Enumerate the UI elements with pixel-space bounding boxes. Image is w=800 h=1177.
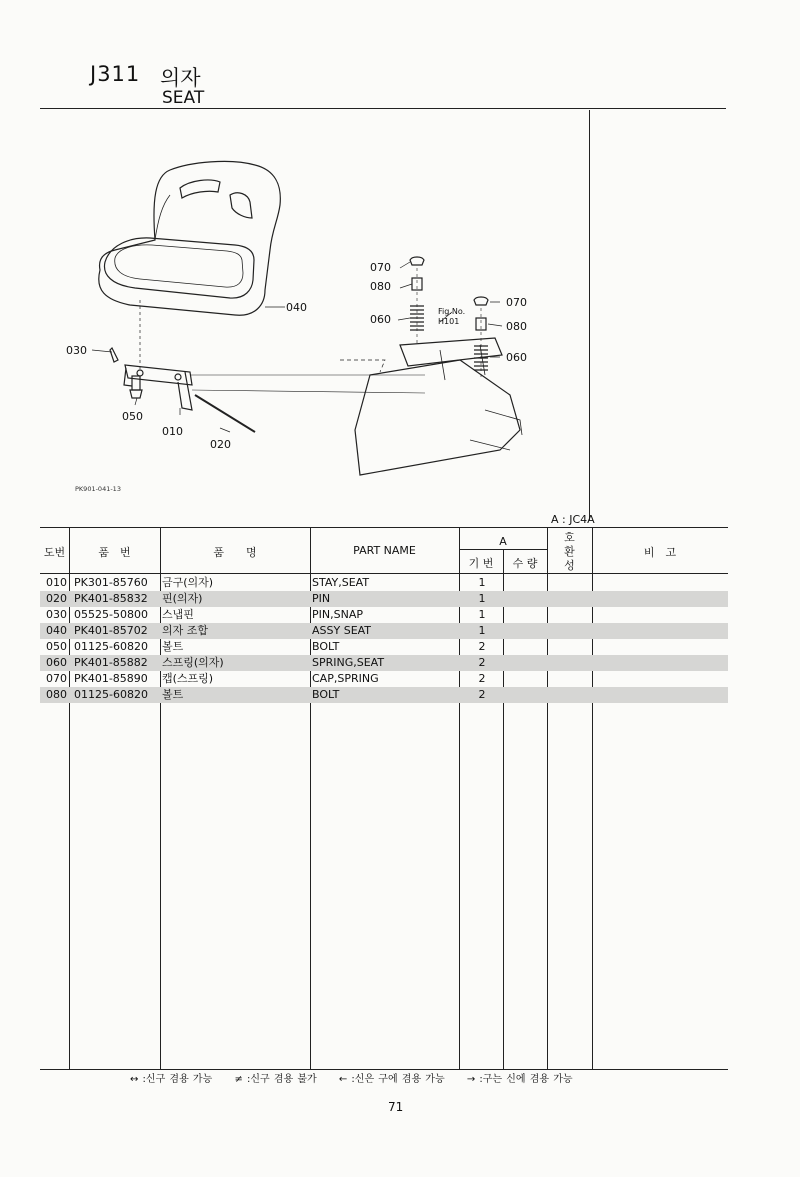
callout-060-left: 060 [370,313,391,326]
row-part-no: PK401-85832 [74,592,148,605]
callout-080-left: 080 [370,280,391,293]
page-title-korean: 의자 [160,66,201,90]
callout-050: 050 [122,410,143,423]
row-part-name: BOLT [312,640,340,653]
pin-illustration [195,395,255,432]
row-part-name: BOLT [312,688,340,701]
row-name-ko: 스냅핀 [162,608,194,621]
callout-040: 040 [286,301,307,314]
spring-stack-left [410,257,424,345]
table-row [40,623,728,639]
frame-illustration [340,338,522,475]
snap-pin-illustration [110,348,118,362]
header-part-no: 품 번 [98,546,131,559]
compatibility-legend [130,1070,591,1085]
row-qty: 2 [478,688,486,701]
header-qty: 수 량 [512,557,538,570]
legend-none: ≠ :신구 겸용 불가 [234,1074,317,1085]
row-part-name: PIN [312,592,331,605]
callout-080-right: 080 [506,320,527,333]
legend-old-to-new: → :구는 신에 겸용 가능 [466,1074,573,1085]
legend-both: ↔ :신구 겸용 가능 [130,1074,213,1085]
row-no: 060 [46,656,67,669]
row-part-name: ASSY SEAT [312,624,372,637]
table-top-rule [40,527,728,528]
legend-new-to-old: ← :신은 구에 겸용 가능 [338,1074,445,1085]
table-row [40,655,728,671]
header-no: 도번 [43,546,66,559]
page-number: 71 [388,1100,404,1114]
title-rule [40,108,726,109]
table-row [40,575,728,591]
row-no: 010 [46,576,67,589]
seat-illustration [99,161,281,315]
row-name-ko: 핀(의자) [162,592,203,605]
row-name-ko: 금구(의자) [162,576,214,589]
row-part-no: PK301-85760 [74,576,148,589]
table-row [40,591,728,607]
table-row [40,607,728,623]
fig-no-value: H101 [438,317,460,326]
exploded-parts-diagram [40,110,590,490]
row-part-name: SPRING,SEAT [312,656,385,669]
row-part-name: CAP,SPRING [312,672,379,685]
callout-020: 020 [210,438,231,451]
header-interchange-3: 성 [564,559,575,572]
callout-010: 010 [162,425,183,438]
header-group-a: A [499,535,507,548]
compat-header: A : JC4A [551,513,595,526]
row-qty: 1 [478,576,486,589]
header-part-name: PART NAME [353,544,416,557]
row-name-ko: 의자 조합 [162,624,209,637]
row-part-no: 05525-50800 [74,608,148,621]
row-no: 040 [46,624,67,637]
fig-no-label: Fig.No. [438,307,466,316]
callout-070-right: 070 [506,296,527,309]
header-interchange-1: 호 [564,531,575,544]
row-no: 020 [46,592,67,605]
row-part-no: PK401-85890 [74,672,148,685]
page-code: J311 [90,62,141,86]
row-no: 080 [46,688,67,701]
row-part-name: STAY,SEAT [312,576,370,589]
row-name-ko: 볼트 [162,640,184,653]
page-title-english: SEAT [162,88,205,108]
row-qty: 2 [478,640,486,653]
callout-070-left: 070 [370,261,391,274]
header-interchange-2: 환 [564,545,575,558]
row-name-ko: 캡(스프링) [162,672,214,685]
row-part-no: PK401-85702 [74,624,148,637]
row-qty: 1 [478,624,486,637]
table-row [40,671,728,687]
callout-060-right: 060 [506,351,527,364]
header-basic: 기 번 [468,557,494,570]
figure-reference: PK901-041-13 [75,485,121,493]
row-part-no: PK401-85882 [74,656,148,669]
row-qty: 1 [478,608,486,621]
row-part-no: 01125-60820 [74,688,148,701]
header-name-ko: 품 명 [213,546,257,559]
header-remarks: 비 고 [643,546,677,559]
table-row [40,687,728,703]
row-qty: 1 [478,592,486,605]
row-qty: 2 [478,672,486,685]
callout-030: 030 [66,344,87,357]
row-no: 070 [46,672,67,685]
row-name-ko: 볼트 [162,688,184,701]
row-no: 050 [46,640,67,653]
table-row [40,639,728,655]
row-no: 030 [46,608,67,621]
table-header-rule [40,573,728,574]
row-part-name: PIN,SNAP [312,608,363,621]
row-name-ko: 스프링(의자) [162,656,224,669]
row-part-no: 01125-60820 [74,640,148,653]
row-qty: 2 [478,656,486,669]
